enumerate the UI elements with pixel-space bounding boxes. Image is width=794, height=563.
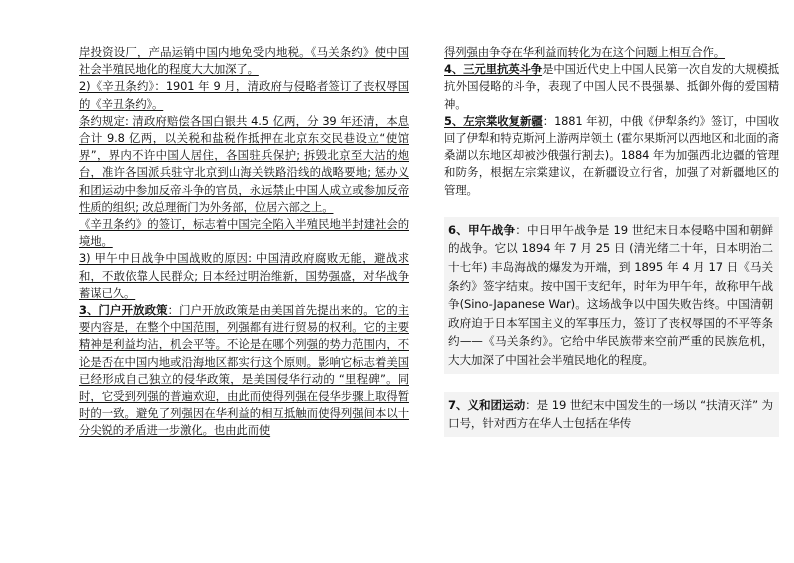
open-door-title: 3、门户开放政策 — [79, 303, 168, 318]
boxer-movement-text: ：是 19 世纪末中国发生的一场以 “扶清灭洋” 为口号，针对西方在华人士包括在华传 — [448, 397, 773, 431]
boxer-movement-box — [444, 392, 779, 437]
xinchou-terms-text: 条约规定: 清政府赔偿各国白银共 4.5 亿两，分 39 年还清，本息合计 9.8 亿两，以关税和盐税作抵押在北京东交民巷设立“使馆界”，界内不许中国人居住，各国驻兵保护; 拆毁北京至大沽的炮台，准许各国派兵驻守北京到山海关铁路沿线的战略要地; 惩办义和团运动中参加反帝斗争的官员，永远禁止中国人成立或参加反帝性质的组织; 改总理衙门为外务部，位居六部之上。 — [79, 113, 409, 214]
right-column — [444, 44, 779, 437]
paragraph-open-door-policy — [79, 302, 409, 440]
sino-japanese-war-box — [444, 217, 779, 374]
paragraph-sino-japanese-war — [448, 221, 773, 370]
paragraph-xinjiang — [444, 113, 779, 199]
open-door-text: ：门户开放政策是由美国首先提出来的。它的主要内容是，在整个中国范围，列强都有进行贸易的权利。它的主要精神是利益均沾，机会平等。不论是在哪个列强的势力范围内，不论是否在中国内地或沿海地区都实行这个原则。影响它标志着美国已经形成自己独立的侵华政策，是美国侵华行动的 “里程碑”。同时，它受到列强的普遍欢迎，由此而使得列强在侵华步骤上取得暂时的一致。避免了列强因在华利益的相互抵触而使得列强间本以十分尖锐的矛盾进一步激化。也由此而使 — [79, 303, 409, 438]
sino-japanese-war-text: ：中日甲午战争是 19 世纪末日本侵略中国和朝鲜的战争。它以 1894 年 7 月 25 日 (清光绪二十年，日本明治二十七年) 丰岛海战的爆发为开端，到 1895 年 4 月 17 日《马关条约》签字结束。按中国干支纪年，时年为甲午年，故称甲午战争(Sino-Japanese War)。这场战争以中国失败告终。中国清朝政府迫于日本军国主义的军事压力，签订了丧权辱国的不平等条约——《马关条约》。它给中华民族带来空前严重的民族危机，大大加深了中国社会半殖民地化的程度。 — [448, 222, 774, 367]
xinchou-intro-text: 2)《辛丑条约》：1901 年 9 月，清政府与侵略者签订了丧权辱国的《辛丑条约》。 — [79, 79, 409, 111]
sanyuanli-text: 是中国近代史上中国人民第一次自发的大规模抵抗外国侵略的斗争，表现了中国人民不畏强暴、抵御外侮的爱国精神。 — [444, 62, 779, 111]
left-column — [79, 44, 409, 440]
paragraph-maguan-impact: 岸投资设厂，产品运销中国内地免受内地税。《马关条约》使中国社会半殖民地化的程度大大加深了。 — [79, 45, 409, 77]
boxer-movement-title: 7、义和团运动 — [448, 397, 526, 412]
paragraph-xinchou-intro — [79, 78, 409, 112]
paragraph-sanyuanli — [444, 61, 779, 113]
war-defeat-reasons-text: 3) 甲午中日战争中国战败的原因: 中国清政府腐败无能，避战求和，不敢依靠人民群众; 日本经过明治维新，国势强盛，对华战争蓄谋已久。 — [79, 251, 409, 300]
paragraph-xinchou-significance: 《辛丑条约》的签订，标志着中国完全陷入半殖民地半封建社会的境地。 — [79, 217, 409, 249]
sino-japanese-war-title: 6、甲午战争 — [448, 222, 516, 237]
paragraph-war-defeat-reasons — [79, 250, 409, 302]
sanyuanli-title: 4、三元里抗英斗争 — [444, 62, 543, 77]
xinjiang-text: ：1881 年初，中俄《伊犁条约》签订，中国收回了伊犁和特克斯河上游两岸领土 (霍尔果斯河以西地区和北面的斋桑湖以东地区却被沙俄强行割去)。1884 年为加强西北边疆的管理和防务，根据左宗棠建议，在新疆设立行省，加强了对新疆地区的管理。 — [444, 113, 779, 197]
paragraph-open-door-continued: 得列强由争夺在华利益而转化为在这个问题上相互合作。 — [444, 45, 726, 59]
paragraph-boxer-movement — [448, 396, 773, 433]
paragraph-xinchou-terms — [79, 113, 409, 216]
xinjiang-title: 5、左宗棠收复新疆 — [444, 113, 543, 128]
